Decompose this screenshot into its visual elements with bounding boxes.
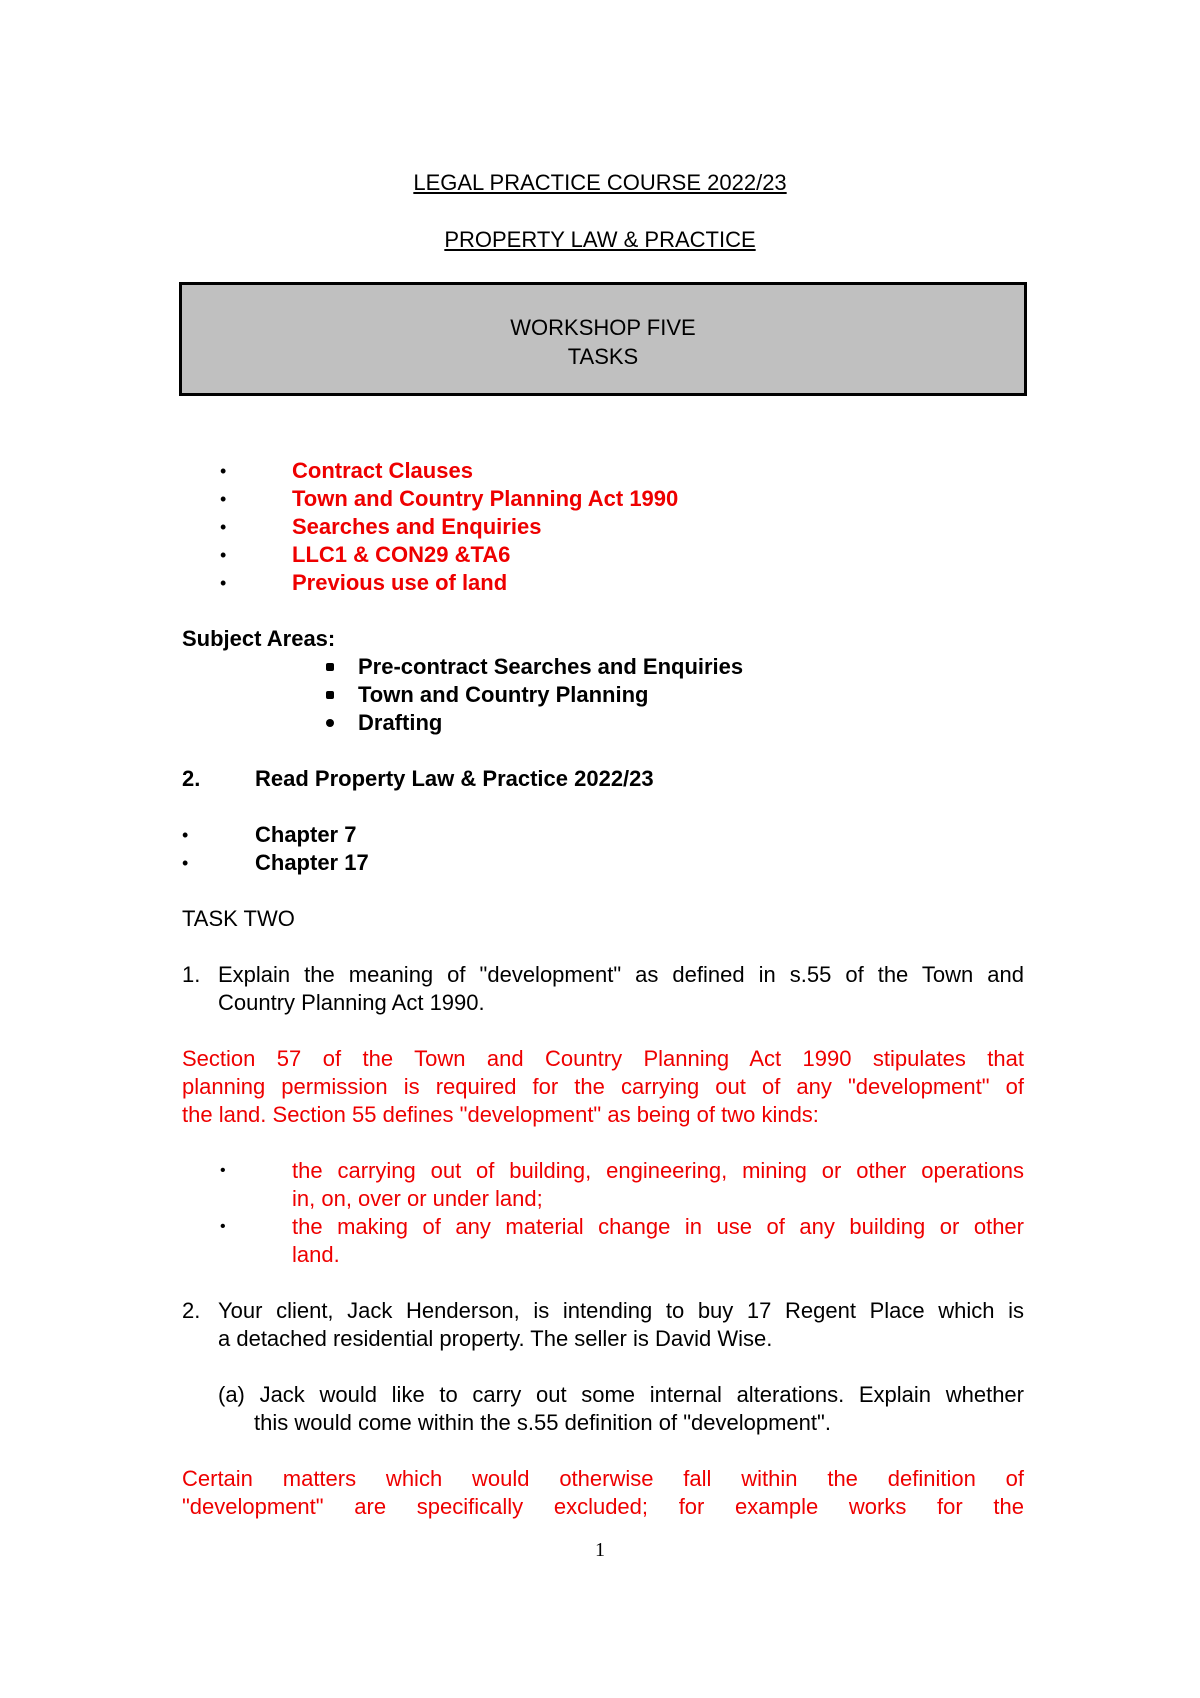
- subject-areas-label: Subject Areas:: [182, 626, 336, 651]
- answer-bullet-text: the carrying out of building, engineering, mining or other operations: [292, 1158, 1024, 1183]
- topic-text: Searches and Enquiries: [292, 514, 542, 539]
- module-title: PROPERTY LAW & PRACTICE: [444, 227, 756, 252]
- answer-text: the land. Section 55 defines "development" as being of two kinds:: [182, 1102, 819, 1127]
- bullet-icon: [326, 719, 334, 727]
- bullet-icon: •: [220, 545, 227, 565]
- bullet-icon: •: [220, 1218, 226, 1235]
- answer-text: Certain matters which would otherwise fall within the definition of: [182, 1466, 1024, 1491]
- bullet-icon: •: [220, 461, 227, 481]
- bullet-icon: [326, 663, 334, 671]
- question-text: Your client, Jack Henderson, is intending to buy 17 Regent Place which is: [218, 1298, 1024, 1323]
- course-title: LEGAL PRACTICE COURSE 2022/23: [413, 170, 787, 195]
- question-text: Explain the meaning of "development" as defined in s.55 of the Town and: [218, 962, 1024, 987]
- task-heading: TASK TWO: [182, 906, 295, 931]
- answer-text: planning permission is required for the carrying out of any "development" of: [182, 1074, 1024, 1099]
- chapter-text: Chapter 7: [255, 822, 357, 847]
- subject-area-text: Pre-contract Searches and Enquiries: [358, 654, 744, 679]
- question-text: a detached residential property. The seller is David Wise.: [218, 1326, 773, 1351]
- answer-text: Section 57 of the Town and Country Planning Act 1990 stipulates that: [182, 1046, 1024, 1071]
- topic-text: Previous use of land: [292, 570, 508, 595]
- bullet-icon: •: [220, 517, 227, 537]
- reading-text: Read Property Law & Practice 2022/23: [255, 766, 654, 791]
- question-number: 2.: [182, 1298, 201, 1323]
- workshop-subtitle: TASKS: [567, 344, 639, 369]
- subject-area-text: Drafting: [358, 710, 443, 735]
- answer-bullet-text: land.: [292, 1242, 340, 1267]
- page-number: 1: [595, 1539, 605, 1561]
- bullet-icon: •: [220, 1162, 226, 1179]
- answer-bullet-text: in, on, over or under land;: [292, 1186, 543, 1211]
- topic-text: Town and Country Planning Act 1990: [292, 486, 679, 511]
- reading-number: 2.: [182, 766, 201, 791]
- topic-text: LLC1 & CON29 &TA6: [292, 542, 511, 567]
- subject-area-text: Town and Country Planning: [358, 682, 649, 707]
- topic-text: Contract Clauses: [292, 458, 473, 483]
- bullet-icon: •: [182, 825, 189, 845]
- answer-text: "development" are specifically excluded; for example works for the: [182, 1494, 1024, 1519]
- bullet-icon: •: [220, 573, 227, 593]
- chapter-text: Chapter 17: [255, 850, 369, 875]
- subquestion-text: (a) Jack would like to carry out some internal alterations. Explain whether: [218, 1382, 1024, 1407]
- question-number: 1.: [182, 962, 201, 987]
- answer-bullet-text: the making of any material change in use of any building or other: [292, 1214, 1024, 1239]
- bullet-icon: [326, 691, 334, 699]
- bullet-icon: •: [182, 853, 189, 873]
- workshop-title: WORKSHOP FIVE: [510, 315, 696, 340]
- question-text: Country Planning Act 1990.: [218, 990, 485, 1015]
- bullet-icon: •: [220, 489, 227, 509]
- subquestion-text: this would come within the s.55 definition of "development".: [254, 1410, 831, 1435]
- workshop-box: [179, 282, 1027, 396]
